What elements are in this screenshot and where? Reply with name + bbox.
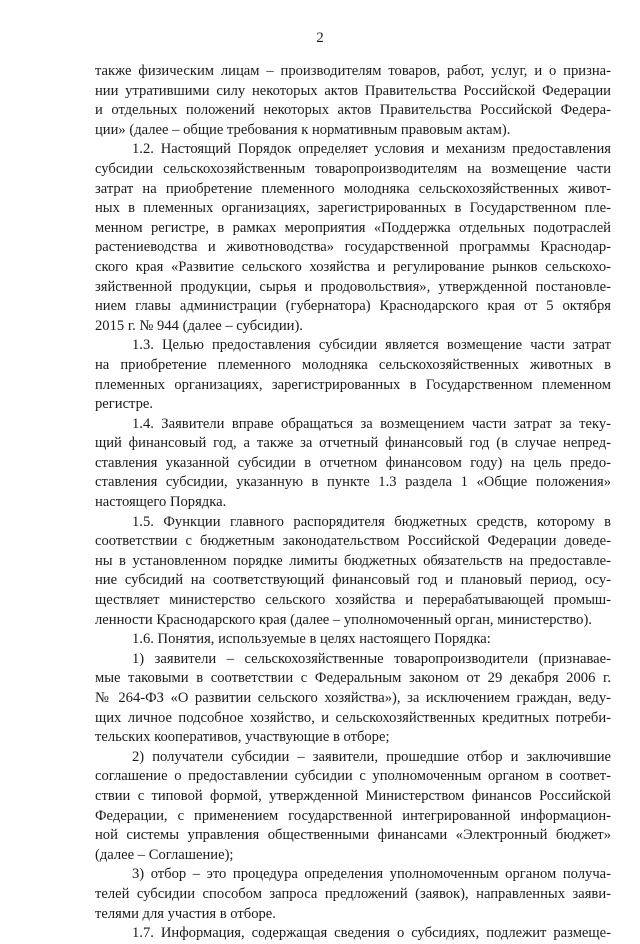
text-line: 1.4. Заявители вправе обращаться за возмещением части затрат за теку- xyxy=(132,415,611,432)
text-line: зяйственной продукции, сырья и продовольствия», утвержденной постановле- xyxy=(95,278,611,295)
text-line: 1.7. Информация, содержащая сведения о субсидиях, подлежит размеще- xyxy=(132,925,611,942)
text-line: 3) отбор – это процедура определения уполномоченным органом получа- xyxy=(132,866,611,883)
text-line: нием главы администрации (губернатора) Краснодарского края от 5 октября xyxy=(95,298,611,315)
text-line: субсидии сельскохозяйственным товаропроизводителям на возмещение части xyxy=(95,160,611,177)
text-line: телями для участия в отборе. xyxy=(95,905,276,922)
text-line: на приобретение племенного молодняка сельскохозяйственных животных в xyxy=(95,356,611,373)
text-line: нии утратившими силу некоторых актов Правительства Российской Федерации xyxy=(95,82,611,99)
text-line: тельских кооперативов, участвующие в отборе; xyxy=(95,729,390,746)
text-line: телей субсидии способом запроса предложений (заявок), направленных заяви- xyxy=(95,885,611,902)
text-line: Федерации, с применением государственной интегрированной информацион- xyxy=(95,807,611,824)
text-line: 2) получатели субсидии – заявители, прошедшие отбор и заключившие xyxy=(132,748,611,765)
document-body xyxy=(95,62,611,944)
text-line: соответствии с бюджетным законодательством Российской Федерации доведе- xyxy=(95,533,611,550)
text-line: № 264-ФЗ «О развитии сельского хозяйства»), за исключением граждан, веду- xyxy=(95,690,611,706)
text-line: мые таковыми в соответствии с Федеральным законом от 29 декабря 2006 г. xyxy=(95,670,611,687)
text-line: ществляет министерство сельского хозяйства и перерабатывающей промыш- xyxy=(95,592,611,609)
text-line: и отдельных положений некоторых актов Правительства Российской Федера- xyxy=(95,102,611,119)
text-line: менном регистре, в рамках мероприятия «Поддержка отдельных подотраслей xyxy=(95,219,611,236)
text-line: ставления субсидии, указанную в пункте 1.3 раздела 1 «Общие положения» xyxy=(95,474,611,491)
text-line: 1.3. Целью предоставления субсидии является возмещение части затрат xyxy=(132,337,611,354)
page-number: 2 xyxy=(316,30,324,46)
text-line: ского края «Развитие сельского хозяйства и регулирование рынков сельскохо- xyxy=(95,258,611,275)
text-line: растениеводства и животноводства» государственной программы Краснодар- xyxy=(95,239,611,256)
text-line: также физическим лицам – производителям товаров, работ, услуг, и о призна- xyxy=(95,63,611,79)
text-line: ной системы управления общественными финансами «Электронный бюджет» xyxy=(95,827,611,844)
text-line: щий финансовый год, а также за отчетный финансовый год (в случае непред- xyxy=(95,435,611,452)
text-line: ние субсидий на соответствующий финансовый год и плановый период, осу- xyxy=(95,572,611,589)
text-line: соглашение о предоставлении субсидии с уполномоченным органом в соответ- xyxy=(95,768,611,785)
text-line: ленности Краснодарского края (далее – уполномоченный орган, министерство). xyxy=(95,611,592,628)
text-line: 1.2. Настоящий Порядок определяет условия и механизм предоставления xyxy=(132,141,611,158)
text-line: ны в установленном порядке лимиты бюджетных обязательств на предоставле- xyxy=(95,552,611,569)
text-line: ствии с типовой формой, утвержденной Министерством финансов Российской xyxy=(95,787,611,804)
text-line: ставления указанной субсидии в отчетном финансовом году) на цель предо- xyxy=(95,454,611,471)
text-line: щих личное подсобное хозяйство, и сельскохозяйственных кредитных потреби- xyxy=(95,709,611,726)
text-line: 1) заявители – сельскохозяйственные товаропроизводители (признавае- xyxy=(132,650,611,667)
text-line: ции» (далее – общие требования к нормативным правовым актам). xyxy=(95,121,511,138)
text-line: регистре. xyxy=(95,396,154,413)
text-line: 1.5. Функции главного распорядителя бюджетных средств, которому в xyxy=(132,513,611,530)
text-line: ных в племенных организациях, зарегистрированных в Государственном пле- xyxy=(95,200,611,217)
text-line: настоящего Порядка. xyxy=(95,494,227,511)
text-line: затрат на приобретение племенного молодняка сельскохозяйственных живот- xyxy=(95,180,611,197)
text-line: 2015 г. № 944 (далее – субсидии). xyxy=(95,317,303,334)
text-line: 1.6. Понятия, используемые в целях настоящего Порядка: xyxy=(132,631,491,648)
text-line: (далее – Соглашение); xyxy=(95,846,234,863)
text-line: племенных организациях, зарегистрированных в Государственном племенном xyxy=(95,376,611,393)
